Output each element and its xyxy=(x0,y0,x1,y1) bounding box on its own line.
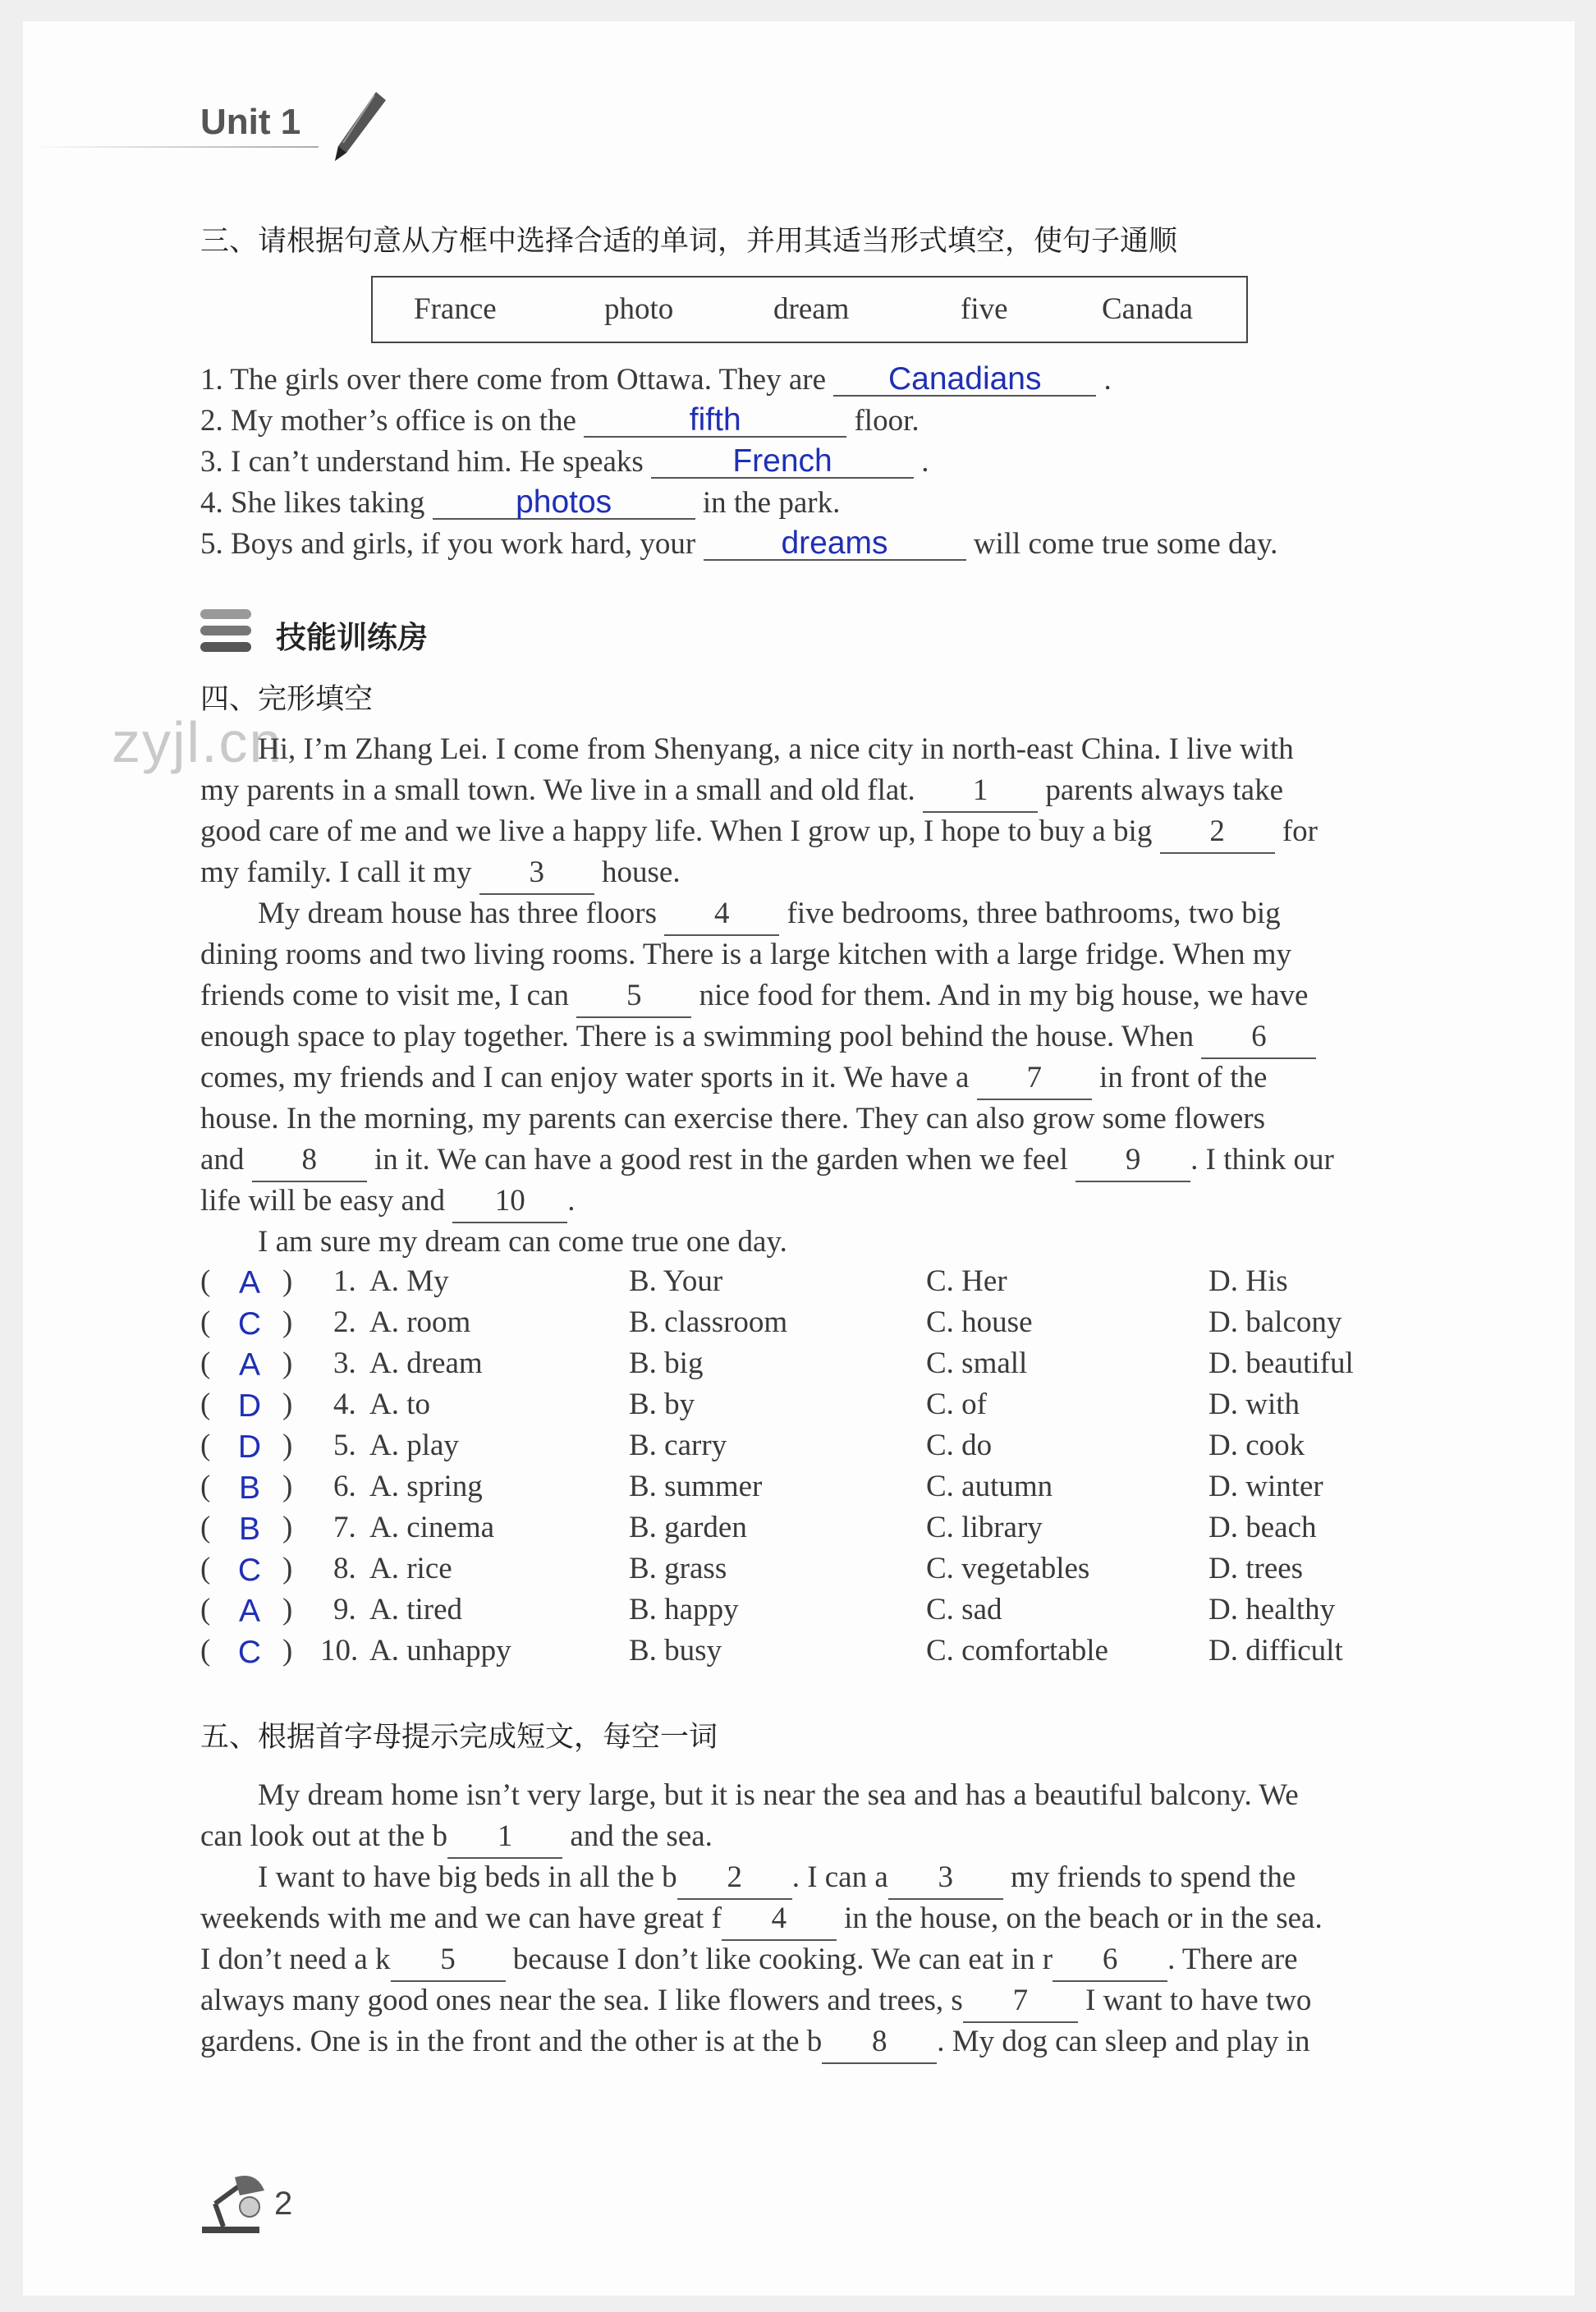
word-box-item: five xyxy=(961,292,1008,326)
passage-line: house. In the morning, my parents can exercise there. They can also grow some flowers xyxy=(200,1102,1265,1135)
passage-text: . I think our xyxy=(1190,1143,1334,1177)
question-number: 2. xyxy=(333,1305,356,1339)
option-a[interactable]: A. My xyxy=(369,1264,449,1298)
answer-paren: ( xyxy=(200,1593,211,1626)
answer-field[interactable]: French xyxy=(651,446,914,479)
word-box-item: photo xyxy=(604,292,674,326)
passage-line: dining rooms and two living rooms. There is a large kitchen with a large fridge. When my xyxy=(200,938,1291,971)
option-c[interactable]: C. comfortable xyxy=(926,1634,1108,1667)
passage-text: always many good ones near the sea. I like flowers and trees, s xyxy=(200,1984,963,2017)
fill-item xyxy=(200,442,929,483)
option-d[interactable]: D. beautiful xyxy=(1208,1346,1354,1380)
option-b[interactable]: B. busy xyxy=(629,1634,722,1667)
unit-title: Unit 1 xyxy=(200,102,301,142)
passage-text: I want to have two xyxy=(1085,1984,1312,2017)
answer-letter[interactable]: A xyxy=(238,1265,260,1300)
passage-line xyxy=(200,1939,1298,1982)
option-c[interactable]: C. vegetables xyxy=(926,1552,1090,1585)
passage-line xyxy=(200,1980,1311,2023)
question-number: 6. xyxy=(333,1470,356,1503)
option-a[interactable]: A. rice xyxy=(369,1552,452,1585)
header-rule xyxy=(23,146,319,148)
cloze-blank[interactable]: 1 xyxy=(923,770,1038,813)
answer-paren: ) xyxy=(282,1346,293,1380)
answer-letter[interactable]: A xyxy=(238,1594,260,1629)
question-number: 10. xyxy=(320,1634,359,1667)
answer-paren: ) xyxy=(282,1305,293,1339)
answer-paren: ) xyxy=(282,1634,293,1667)
option-a[interactable]: A. spring xyxy=(369,1470,483,1503)
question-number: 3. xyxy=(333,1346,356,1380)
question-number: 5. xyxy=(333,1429,356,1462)
answer-paren: ) xyxy=(282,1511,293,1544)
passage-line xyxy=(200,1140,1334,1182)
pen-icon xyxy=(327,89,392,167)
word-box-item: Canada xyxy=(1102,292,1193,326)
passage-text: friends come to visit me, I can xyxy=(200,979,570,1012)
passage-text: weekends with me and we can have great f xyxy=(200,1901,722,1935)
workbook-page xyxy=(23,21,1575,2296)
cloze-blank[interactable]: 6 xyxy=(1201,1016,1316,1059)
answer-paren: ( xyxy=(200,1346,211,1380)
fill-item-text: floor. xyxy=(854,404,920,438)
passage-text: . xyxy=(567,1184,576,1218)
answer-paren: ) xyxy=(282,1593,293,1626)
answer-letter[interactable]: D xyxy=(237,1388,262,1424)
option-b[interactable]: B. happy xyxy=(629,1593,739,1626)
question-number: 7. xyxy=(333,1511,356,1544)
answer-letter[interactable]: A xyxy=(238,1347,260,1383)
option-c[interactable]: C. of xyxy=(926,1388,987,1421)
fill-item-text: will come true some day. xyxy=(973,527,1278,561)
answer-paren: ( xyxy=(200,1429,211,1462)
option-d[interactable]: D. His xyxy=(1208,1264,1288,1298)
cloze-blank[interactable]: 4 xyxy=(664,893,779,936)
option-b[interactable]: B. summer xyxy=(629,1470,763,1503)
answer-letter[interactable]: C xyxy=(237,1635,262,1670)
cloze-blank[interactable]: 6 xyxy=(1053,1939,1167,1982)
passage-text: . My dog can sleep and play in xyxy=(937,2025,1310,2058)
passage-text: five bedrooms, three bathrooms, two big xyxy=(787,897,1281,930)
cloze-blank[interactable]: 7 xyxy=(977,1057,1092,1100)
cloze-blank[interactable]: 2 xyxy=(1160,811,1275,854)
passage-line xyxy=(200,2021,1309,2064)
fill-item-text: 1. The girls over there come from Ottawa. They are xyxy=(200,363,826,397)
passage-line: Hi, I’m Zhang Lei. I come from Shenyang, a nice city in north-east China. I live with xyxy=(258,732,1294,766)
option-b[interactable]: B. big xyxy=(629,1346,704,1380)
passage-text: . I can a xyxy=(791,1860,888,1894)
cloze-blank[interactable]: 3 xyxy=(479,852,594,895)
option-b[interactable]: B. classroom xyxy=(629,1305,788,1339)
answer-letter[interactable]: B xyxy=(238,1512,260,1547)
answer-paren: ) xyxy=(282,1388,293,1421)
section3-title: 三、请根据句意从方框中选择合适的单词，并用其适当形式填空，使句子通顺 xyxy=(200,225,1178,258)
passage-line xyxy=(200,1016,1316,1059)
cloze-blank[interactable]: 10 xyxy=(452,1181,567,1223)
question-number: 9. xyxy=(333,1593,356,1626)
passage-text: house. xyxy=(602,856,681,889)
answer-letter[interactable]: B xyxy=(238,1470,260,1506)
cloze-blank[interactable]: 3 xyxy=(888,1857,1003,1900)
passage-line xyxy=(200,852,681,895)
passage-text: my parents in a small town. We live in a small and old flat. xyxy=(200,773,915,807)
fill-item xyxy=(200,360,1112,401)
option-d[interactable]: D. balcony xyxy=(1208,1305,1342,1339)
passage-line xyxy=(258,893,1281,936)
option-d[interactable]: D. healthy xyxy=(1208,1593,1336,1626)
cloze-blank[interactable]: 1 xyxy=(447,1816,562,1859)
fill-item-text: 3. I can’t understand him. He speaks xyxy=(200,445,644,479)
passage-line xyxy=(200,1057,1267,1100)
passage-text: I don’t need a k xyxy=(200,1943,391,1976)
option-a[interactable]: A. room xyxy=(369,1305,471,1339)
fill-item xyxy=(200,483,840,524)
option-b[interactable]: B. garden xyxy=(629,1511,747,1544)
passage-line xyxy=(258,1857,1296,1900)
passage-text: parents always take xyxy=(1045,773,1284,807)
passage-text: I want to have big beds in all the b xyxy=(258,1860,677,1894)
fill-item xyxy=(200,401,920,442)
answer-paren: ( xyxy=(200,1305,211,1339)
answer-paren: ( xyxy=(200,1552,211,1585)
cloze-blank[interactable]: 2 xyxy=(677,1857,792,1900)
option-d[interactable]: D. cook xyxy=(1208,1429,1305,1462)
option-c[interactable]: C. sad xyxy=(926,1593,1002,1626)
answer-letter[interactable]: C xyxy=(237,1306,262,1342)
option-d[interactable]: D. beach xyxy=(1208,1511,1317,1544)
option-a[interactable]: A. cinema xyxy=(369,1511,495,1544)
option-b[interactable]: B. grass xyxy=(629,1552,727,1585)
answer-field[interactable]: Canadians xyxy=(833,364,1096,397)
cloze-blank[interactable]: 4 xyxy=(722,1898,837,1941)
cloze-blank[interactable]: 9 xyxy=(1075,1140,1190,1182)
passage-text: in front of the xyxy=(1098,1061,1268,1094)
passage-text: for xyxy=(1282,814,1318,848)
option-b[interactable]: B. Your xyxy=(629,1264,723,1298)
option-d[interactable]: D. trees xyxy=(1208,1552,1304,1585)
option-d[interactable]: D. difficult xyxy=(1208,1634,1343,1667)
page-number: 2 xyxy=(274,2186,293,2222)
passage-line xyxy=(200,1181,575,1223)
option-c[interactable]: C. Her xyxy=(926,1264,1007,1298)
option-d[interactable]: D. with xyxy=(1208,1388,1300,1421)
answer-paren: ( xyxy=(200,1511,211,1544)
fill-item-text: 5. Boys and girls, if you work hard, your xyxy=(200,527,696,561)
passage-line: My dream home isn’t very large, but it is near the sea and has a beautiful balcony. We xyxy=(258,1778,1299,1812)
fill-item xyxy=(200,524,1277,565)
section5-title: 五、根据首字母提示完成短文，每空一词 xyxy=(200,1721,718,1754)
passage-text: nice food for them. And in my big house, we have xyxy=(699,979,1309,1012)
passage-text: and the sea. xyxy=(570,1819,713,1853)
fill-item-text: 2. My mother’s office is on the xyxy=(200,404,576,438)
section4-title: 四、完形填空 xyxy=(200,683,374,716)
option-a[interactable]: A. to xyxy=(369,1388,430,1421)
passage-text: . There are xyxy=(1167,1943,1298,1976)
option-c[interactable]: C. do xyxy=(926,1429,993,1462)
passage-text: because I don’t like cooking. We can eat in r xyxy=(512,1943,1053,1976)
skills-title: 技能训练房 xyxy=(276,620,428,655)
option-c[interactable]: C. house xyxy=(926,1305,1033,1339)
option-c[interactable]: C. library xyxy=(926,1511,1043,1544)
fill-item-text: in the park. xyxy=(702,486,841,520)
passage-text: enough space to play together. There is a swimming pool behind the house. When xyxy=(200,1020,1195,1053)
passage-line xyxy=(200,770,1283,813)
cloze-blank[interactable]: 5 xyxy=(391,1939,506,1982)
answer-field[interactable]: fifth xyxy=(584,405,846,438)
word-box-item: France xyxy=(414,292,497,326)
passage-text: and xyxy=(200,1143,245,1177)
answer-paren: ( xyxy=(200,1264,211,1298)
answer-letter[interactable]: C xyxy=(237,1553,262,1588)
passage-text: life will be easy and xyxy=(200,1184,445,1218)
answer-paren: ( xyxy=(200,1388,211,1421)
passage-text: comes, my friends and I can enjoy water sports in it. We have a xyxy=(200,1061,970,1094)
option-a[interactable]: A. play xyxy=(369,1429,459,1462)
answer-paren: ) xyxy=(282,1470,293,1503)
cloze-blank[interactable]: 5 xyxy=(576,975,691,1018)
option-a[interactable]: A. dream xyxy=(369,1346,483,1380)
watermark: zyjl.cn xyxy=(112,710,283,774)
passage-text: in it. We can have a good rest in the garden when we feel xyxy=(374,1143,1068,1177)
answer-paren: ) xyxy=(282,1264,293,1298)
option-b[interactable]: B. by xyxy=(629,1388,695,1421)
answer-letter[interactable]: D xyxy=(237,1429,262,1465)
passage-line xyxy=(200,1816,713,1859)
fill-item-text: . xyxy=(1103,363,1112,397)
passage-text: My dream house has three floors xyxy=(258,897,658,930)
answer-paren: ) xyxy=(282,1429,293,1462)
passage-text: gardens. One is in the front and the other is at the b xyxy=(200,2025,823,2058)
question-number: 4. xyxy=(333,1388,356,1421)
answer-paren: ) xyxy=(282,1552,293,1585)
option-b[interactable]: B. carry xyxy=(629,1429,727,1462)
fill-item-text: 4. She likes taking xyxy=(200,486,425,520)
passage-text: good care of me and we live a happy life. When I grow up, I hope to buy a big xyxy=(200,814,1153,848)
passage-text: my family. I call it my xyxy=(200,856,472,889)
cloze-blank[interactable]: 8 xyxy=(252,1140,367,1182)
passage-line xyxy=(200,975,1308,1018)
cloze-blank[interactable]: 7 xyxy=(963,1980,1078,2023)
answer-field[interactable]: photos xyxy=(433,487,695,520)
book-stack-icon xyxy=(199,606,255,657)
passage-text: can look out at the b xyxy=(200,1819,448,1853)
option-a[interactable]: A. unhappy xyxy=(369,1634,511,1667)
question-number: 1. xyxy=(333,1264,356,1298)
passage-line: I am sure my dream can come true one day. xyxy=(258,1225,787,1259)
passage-text: in the house, on the beach or in the sea. xyxy=(844,1901,1323,1935)
word-box xyxy=(371,276,1248,343)
answer-paren: ( xyxy=(200,1634,211,1667)
passage-line xyxy=(200,811,1318,854)
cloze-blank[interactable]: 8 xyxy=(822,2021,937,2064)
answer-paren: ( xyxy=(200,1470,211,1503)
passage-line xyxy=(200,1898,1323,1941)
option-c[interactable]: C. small xyxy=(926,1346,1028,1380)
option-a[interactable]: A. tired xyxy=(369,1593,463,1626)
passage-text: my friends to spend the xyxy=(1011,1860,1296,1894)
fill-item-text: . xyxy=(921,445,929,479)
question-number: 8. xyxy=(333,1552,356,1585)
option-d[interactable]: D. winter xyxy=(1208,1470,1323,1503)
option-c[interactable]: C. autumn xyxy=(926,1470,1053,1503)
answer-field[interactable]: dreams xyxy=(704,528,966,561)
word-box-item: dream xyxy=(773,292,850,326)
